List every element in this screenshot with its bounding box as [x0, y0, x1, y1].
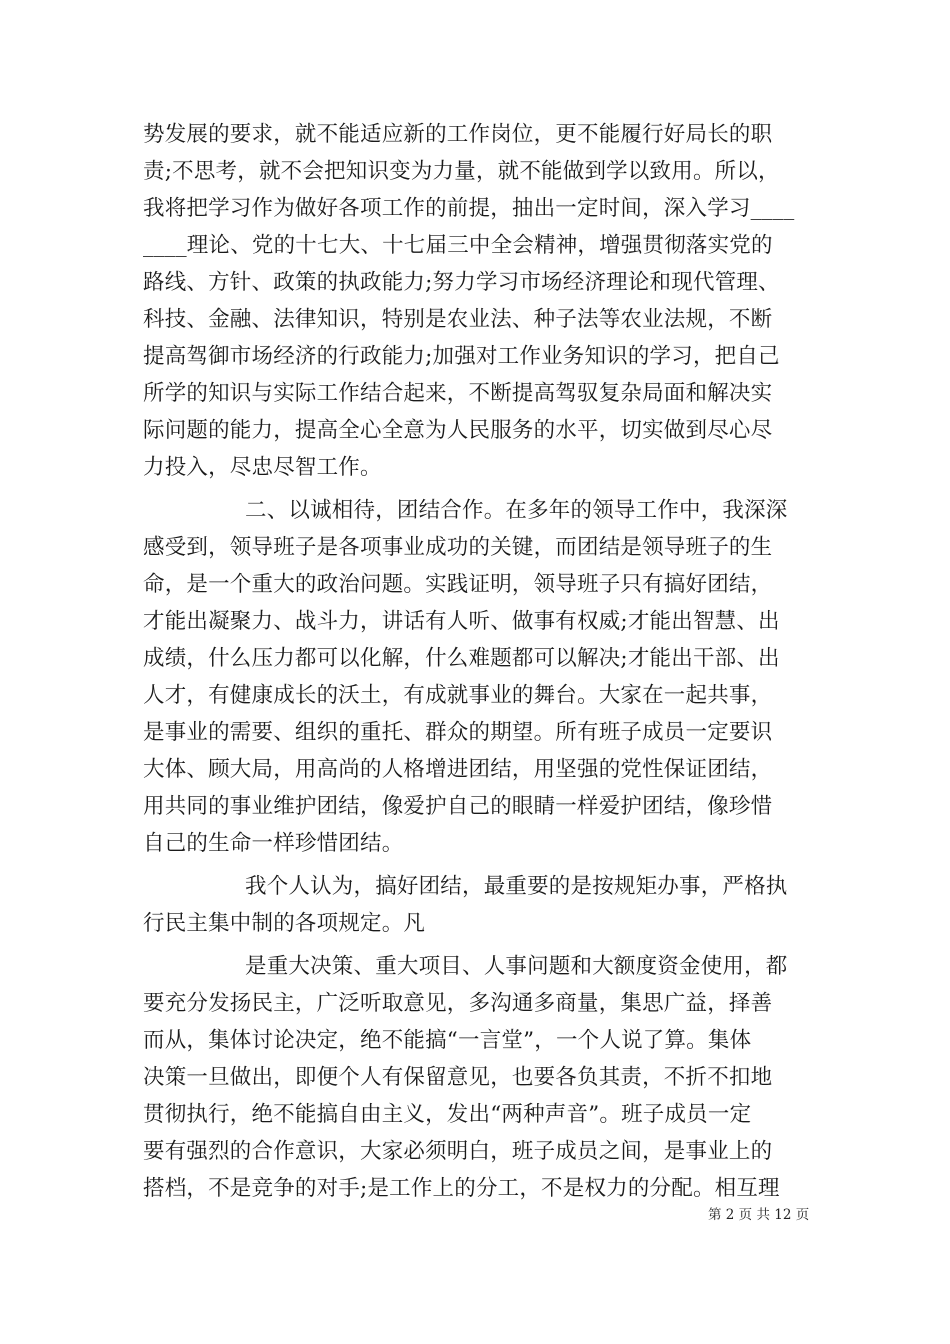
text-line: 要充分发扬民主，广泛听取意见，多沟通多商量，集思广益，择善 [143, 991, 773, 1016]
text-line: 命，是一个重大的政治问题。实践证明，领导班子只有搞好团结， [143, 572, 773, 597]
text-line: 际问题的能力，提高全心全意为人民服务的水平，切实做到尽心尽 [143, 418, 773, 443]
text-line: 贯彻执行，绝不能搞自由主义，发出“两种声音”。班子成员一定 [143, 1102, 752, 1127]
text-line: 力投入，尽忠尽智工作。 [143, 455, 382, 480]
paragraph-heading-line: 二、以诚相待，团结合作。在多年的领导工作中，我深深 [245, 498, 788, 523]
text-line: 行民主集中制的各项规定。凡 [143, 911, 426, 936]
text-line: 我将把学习作为做好各项工作的前提，抽出一定时间，深入学习____ [143, 196, 795, 221]
text-line: 成绩，什么压力都可以化解，什么难题都可以解决;才能出干部、出 [143, 646, 780, 671]
text-line: 人才，有健康成长的沃土，有成就事业的舞台。大家在一起共事， [143, 683, 773, 708]
text-line: 要有强烈的合作意识，大家必须明白，班子成员之间，是事业上的 [143, 1139, 773, 1164]
text-line: 大体、顾大局，用高尚的人格增进团结，用坚强的党性保证团结， [143, 757, 773, 782]
text-line: 搭档，不是竞争的对手;是工作上的分工，不是权力的分配。相互理 [143, 1176, 780, 1201]
text-line: 感受到，领导班子是各项事业成功的关键，而团结是领导班子的生 [143, 535, 773, 560]
text-line: 是事业的需要、组织的重托、群众的期望。所有班子成员一定要识 [143, 720, 773, 745]
text-line: ____理论、党的十七大、十七届三中全会精神，增强贯彻落实党的 [143, 233, 773, 258]
text-line: 路线、方针、政策的执政能力;努力学习市场经济理论和现代管理、 [143, 270, 780, 295]
text-line: 决策一旦做出，即便个人有保留意见，也要各负其责，不折不扣地 [143, 1065, 773, 1090]
paragraph-start-line: 是重大决策、重大项目、人事问题和大额度资金使用，都 [245, 954, 788, 979]
text-line: 才能出凝聚力、战斗力，讲话有人听、做事有权威;才能出智慧、出 [143, 609, 780, 634]
text-line: 所学的知识与实际工作结合起来，不断提高驾驭复杂局面和解决实 [143, 381, 773, 406]
paragraph-start-line: 我个人认为，搞好团结，最重要的是按规矩办事，严格执 [245, 874, 788, 899]
page-number-footer: 第 2 页 共 12 页 [708, 1207, 810, 1223]
text-line: 科技、金融、法律知识，特别是农业法、种子法等农业法规，不断 [143, 307, 773, 332]
text-line: 势发展的要求，就不能适应新的工作岗位，更不能履行好局长的职 [143, 122, 773, 147]
text-line: 而从，集体讨论决定，绝不能搞“一言堂”，一个人说了算。集体 [143, 1028, 752, 1053]
text-line: 用共同的事业维护团结，像爱护自己的眼睛一样爱护团结，像珍惜 [143, 794, 773, 819]
text-line: 责;不思考，就不会把知识变为力量，就不能做到学以致用。所以， [143, 159, 780, 184]
text-line: 自己的生命一样珍惜团结。 [143, 831, 404, 856]
text-line: 提高驾御市场经济的行政能力;加强对工作业务知识的学习，把自己 [143, 344, 780, 369]
